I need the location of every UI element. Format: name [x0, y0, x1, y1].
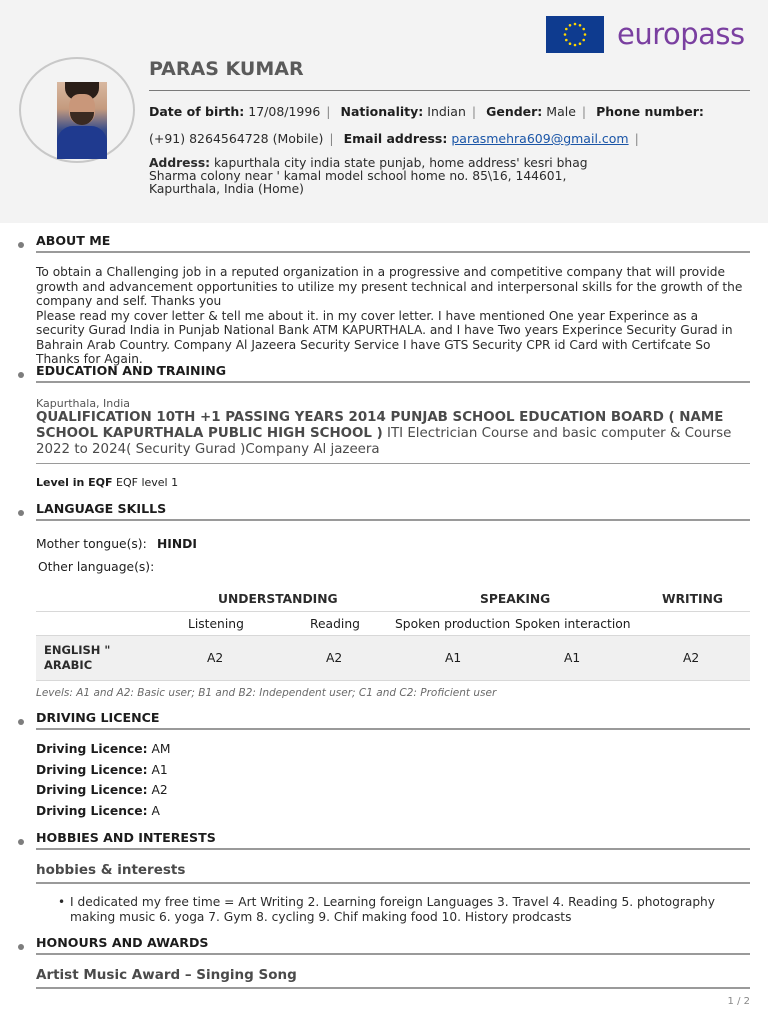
dob-label: Date of birth: [149, 104, 245, 119]
address-value: kapurthala city india state punjab, home address' kesri bhag Sharma colony near ' kamal model school home no. 85\16, 144601, Kapurthala, India (Home) [149, 156, 588, 196]
language-row [36, 636, 750, 680]
hobbies-text: I dedicated my free time = Art Writing 2. Learning foreign Languages 3. Travel 4. Reading 5. photography making music 6. yoga 7. Gym 8. cycling 9. Chif making food 10. History prodcasts [70, 895, 715, 924]
entry-divider [36, 882, 750, 884]
email-link[interactable]: parasmehra609@gmail.com [451, 131, 629, 146]
about-text: To obtain a Challenging job in a reputed organization in a progressive and competitive company that will provide growth and advancement opportunities to utilize my present technical and interpersonal skills for the growth of the company and self. Thanks you Please read my cover letter & tell me about it. in my cover letter. I have mentioned One year Experince as a security Gurad India in Punjab National Bank ATM KAPURTHALA. and I have Two years Experince Security Gurad in Bahrain Arab Country. Company Al Jazeera Security Service I have GTS Security CPR id Card with Certifcate So Thanks for Again. [36, 265, 743, 366]
eqf-value: EQF level 1 [116, 476, 179, 489]
eqf-label: Level in EQF [36, 476, 113, 489]
education-detail: ITI Electrician Course and basic computer & Course 2022 to 2024( Security Gurad )Company Al jazeera [36, 426, 732, 457]
entry-divider [36, 987, 750, 989]
driving-licence-label: Driving Licence: [36, 742, 148, 756]
address-label: Address: [149, 156, 211, 170]
cell-reading: A2 [326, 651, 343, 665]
phone-label: Phone number: [596, 104, 704, 119]
hobbies-subtitle: hobbies & interests [36, 862, 186, 878]
section-bullet [18, 510, 24, 516]
language-name: ENGLISH " ARABIC [44, 643, 111, 672]
driving-licence-value: A [151, 804, 160, 818]
header-understanding: UNDERSTANDING [218, 592, 338, 606]
person-name: PARAS KUMAR [149, 58, 304, 80]
section-bullet [18, 372, 24, 378]
europass-logo-text: europass [617, 17, 745, 51]
subheader-spoken-interaction: Spoken interaction [515, 617, 631, 631]
section-title-education: EDUCATION AND TRAINING [36, 363, 227, 378]
phone-value: (+91) 8264564728 (Mobile) [149, 131, 324, 146]
section-divider [36, 519, 750, 521]
cell-listening: A2 [207, 651, 224, 665]
section-bullet [18, 242, 24, 248]
dob-value: 17/08/1996 [248, 104, 321, 119]
driving-licence-value: A2 [151, 783, 168, 797]
personal-info-line-1: Date of birth: 17/08/1996 | Nationality: Indian | Gender: Male | Phone number: [149, 104, 704, 119]
subheader-spoken-production: Spoken production [395, 617, 511, 631]
section-title-hobbies: HOBBIES AND INTERESTS [36, 830, 216, 845]
honours-subtitle: Artist Music Award – Singing Song [36, 967, 297, 983]
section-title-languages: LANGUAGE SKILLS [36, 501, 167, 516]
mother-tongue-label: Mother tongue(s): [36, 537, 147, 551]
table-divider [36, 680, 750, 681]
driving-licence-item [36, 804, 160, 818]
education-entry [36, 410, 750, 458]
email-label: Email address: [343, 131, 448, 146]
profile-photo [57, 82, 107, 159]
table-divider [36, 611, 750, 612]
section-divider [36, 251, 750, 253]
personal-info-line-2: (+91) 8264564728 (Mobile) | Email address: parasmehra609@gmail.com | [149, 131, 639, 146]
driving-licence-label: Driving Licence: [36, 804, 148, 818]
education-heading: QUALIFICATION 10TH +1 PASSING YEARS 2014 PUNJAB SCHOOL EDUCATION BOARD ( NAME SCHOOL KAPURTHALA PUBLIC HIGH SCHOOL ) [36, 410, 724, 441]
section-divider [36, 953, 750, 955]
name-divider [149, 90, 750, 91]
nationality-label: Nationality: [340, 104, 424, 119]
section-title-driving: DRIVING LICENCE [36, 710, 160, 725]
cell-spoken-interaction: A1 [564, 651, 581, 665]
driving-licence-item [36, 763, 168, 777]
gender-value: Male [546, 104, 576, 119]
gender-label: Gender: [486, 104, 543, 119]
subheader-listening: Listening [188, 617, 244, 631]
section-divider [36, 381, 750, 383]
mother-tongue-value: HINDI [157, 537, 197, 551]
driving-licence-item [36, 783, 168, 797]
driving-licence-label: Driving Licence: [36, 763, 148, 777]
entry-divider [36, 463, 750, 464]
header-writing: WRITING [662, 592, 723, 606]
driving-licence-value: AM [151, 742, 171, 756]
education-location: Kapurthala, India [36, 397, 131, 410]
driving-licence-item [36, 742, 171, 756]
nationality-value: Indian [427, 104, 466, 119]
address-block [149, 157, 629, 196]
section-bullet [18, 839, 24, 845]
section-title-about: ABOUT ME [36, 233, 111, 248]
page-number: 1 / 2 [727, 996, 750, 1007]
cell-writing: A2 [683, 651, 700, 665]
header-speaking: SPEAKING [480, 592, 551, 606]
subheader-reading: Reading [310, 617, 360, 631]
other-languages-label: Other language(s): [38, 560, 155, 574]
section-divider [36, 848, 750, 850]
section-bullet [18, 719, 24, 725]
bullet-marker: • [58, 895, 66, 909]
driving-licence-value: A1 [151, 763, 168, 777]
section-divider [36, 728, 750, 730]
eqf-level [36, 476, 178, 489]
section-bullet [18, 944, 24, 950]
driving-licence-label: Driving Licence: [36, 783, 148, 797]
eu-flag-icon [546, 16, 604, 53]
levels-note: Levels: A1 and A2: Basic user; B1 and B2: Independent user; C1 and C2: Proficient user [36, 687, 497, 699]
cell-spoken-production: A1 [445, 651, 462, 665]
section-title-honours: HONOURS AND AWARDS [36, 935, 209, 950]
